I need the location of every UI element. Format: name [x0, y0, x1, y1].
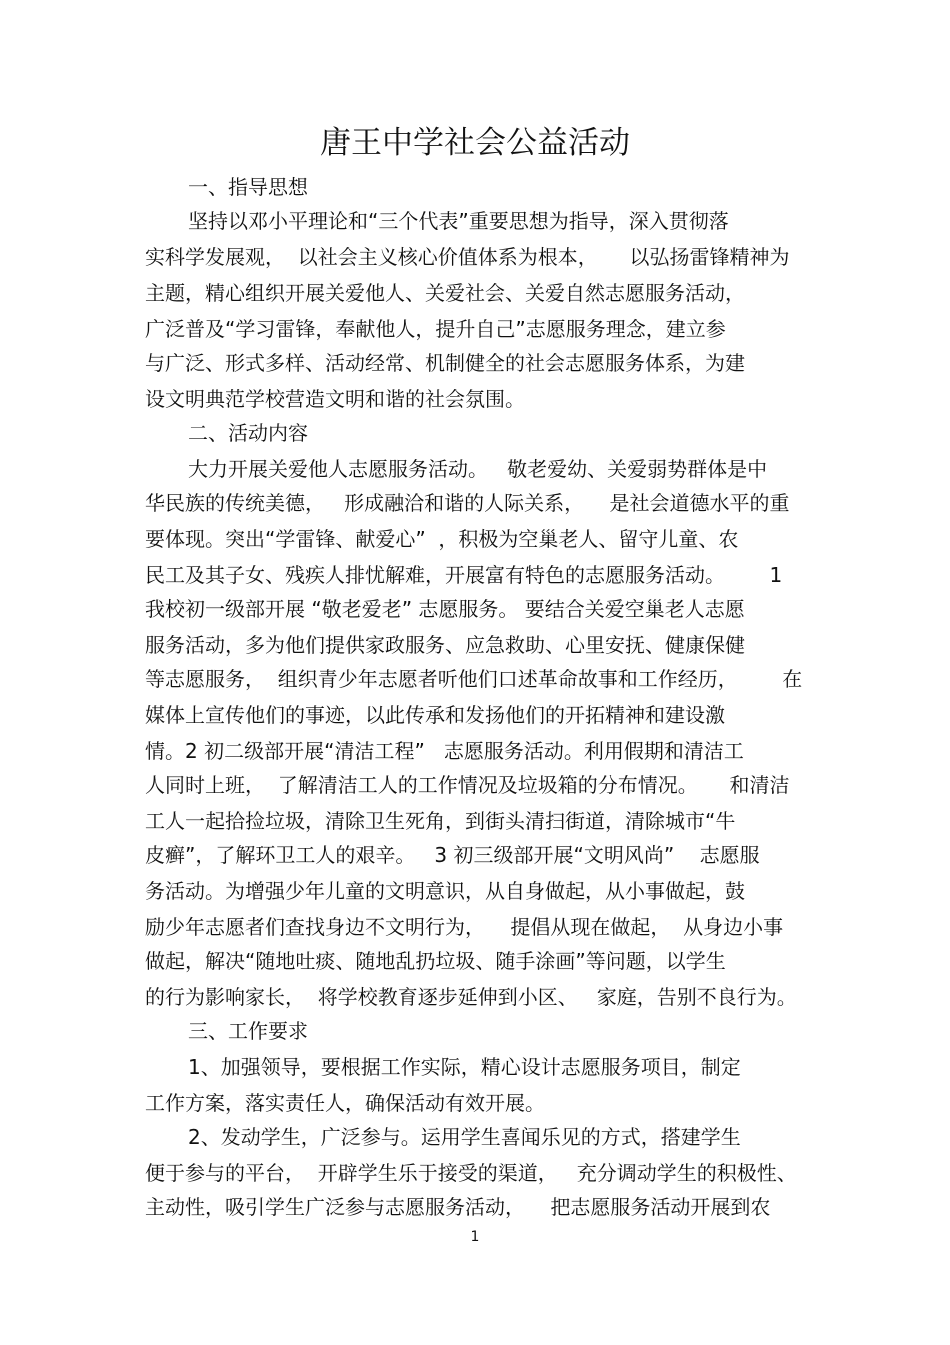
- text-line: 等志愿服务， 组织青少年志愿者听他们口述革命故事和工作经历， 在: [145, 667, 803, 691]
- text-line: 媒体上宣传他们的事迹，以此传承和发扬他们的开拓精神和建设激: [145, 703, 725, 727]
- text-line: 要体现。突出“学雷锋、献爱心” ，积极为空巢老人、留守儿童、农: [145, 527, 739, 551]
- text-line: 人同时上班， 了解清洁工人的工作情况及垃圾箱的分布情况。 和清洁: [145, 773, 790, 797]
- text-line: 的行为影响家长， 将学校教育逐步延伸到小区、 家庭，告别不良行为。: [145, 985, 797, 1009]
- text-line: 工人一起拾捡垃圾，清除卫生死角，到街头清扫街道，清除城市“牛: [145, 809, 736, 833]
- text-line: 实科学发展观， 以社会主义核心价值体系为根本， 以弘扬雷锋精神为: [145, 245, 790, 269]
- text-line: 皮癣”，了解环卫工人的艰辛。 3 初三级部开展“文明风尚” 志愿服: [145, 843, 760, 867]
- text-line: 励少年志愿者们查找身边不文明行为， 提倡从现在做起， 从身边小事: [145, 915, 784, 939]
- section-heading-activity-content: 二、活动内容: [188, 421, 308, 445]
- section-heading-work-requirements: 三、工作要求: [188, 1019, 308, 1043]
- text-line: 设文明典范学校营造文明和谐的社会氛围。: [145, 387, 525, 411]
- text-line: 主题，精心组织开展关爱他人、关爱社会、关爱自然志愿服务活动，: [145, 281, 745, 305]
- page-number: 1: [470, 1229, 480, 1245]
- text-line: 2、发动学生，广泛参与。运用学生喜闻乐见的方式，搭建学生: [188, 1125, 741, 1149]
- text-line: 便于参与的平台， 开辟学生乐于接受的渠道， 充分调动学生的积极性、: [145, 1161, 797, 1185]
- text-line: 1、加强领导，要根据工作实际，精心设计志愿服务项目，制定: [188, 1055, 741, 1079]
- section-heading-guiding-thought: 一、指导思想: [188, 175, 308, 199]
- text-line: 民工及其子女、残疾人排忧解难，开展富有特色的志愿服务活动。 1: [145, 563, 783, 587]
- text-line: 情。2 初二级部开展“清洁工程” 志愿服务活动。利用假期和清洁工: [145, 739, 744, 763]
- text-line: 广泛普及“学习雷锋，奉献他人，提升自己”志愿服务理念，建立参: [145, 317, 726, 341]
- text-line: 主动性，吸引学生广泛参与志愿服务活动， 把志愿服务活动开展到农: [145, 1195, 771, 1219]
- text-line: 务活动。为增强少年儿童的文明意识，从自身做起，从小事做起，鼓: [145, 879, 745, 903]
- text-line: 大力开展关爱他人志愿服务活动。 敬老爱幼、关爱弱势群体是中: [188, 457, 768, 481]
- text-line: 服务活动，多为他们提供家政服务、应急救助、心里安抚、健康保健: [145, 633, 745, 657]
- text-line: 工作方案，落实责任人，确保活动有效开展。: [145, 1091, 545, 1115]
- text-line: 做起，解决“随地吐痰、随地乱扔垃圾、随手涂画”等问题，以学生: [145, 949, 726, 973]
- text-line: 我校初一级部开展 “敬老爱老” 志愿服务。 要结合关爱空巢老人志愿: [145, 597, 745, 621]
- text-line: 华民族的传统美德， 形成融洽和谐的人际关系， 是社会道德水平的重: [145, 491, 790, 515]
- text-line: 与广泛、形式多样、活动经常、机制健全的社会志愿服务体系，为建: [145, 351, 745, 375]
- text-line: 坚持以邓小平理论和“三个代表”重要思想为指导，深入贯彻落: [188, 209, 729, 233]
- document-title: 唐王中学社会公益活动: [320, 125, 630, 161]
